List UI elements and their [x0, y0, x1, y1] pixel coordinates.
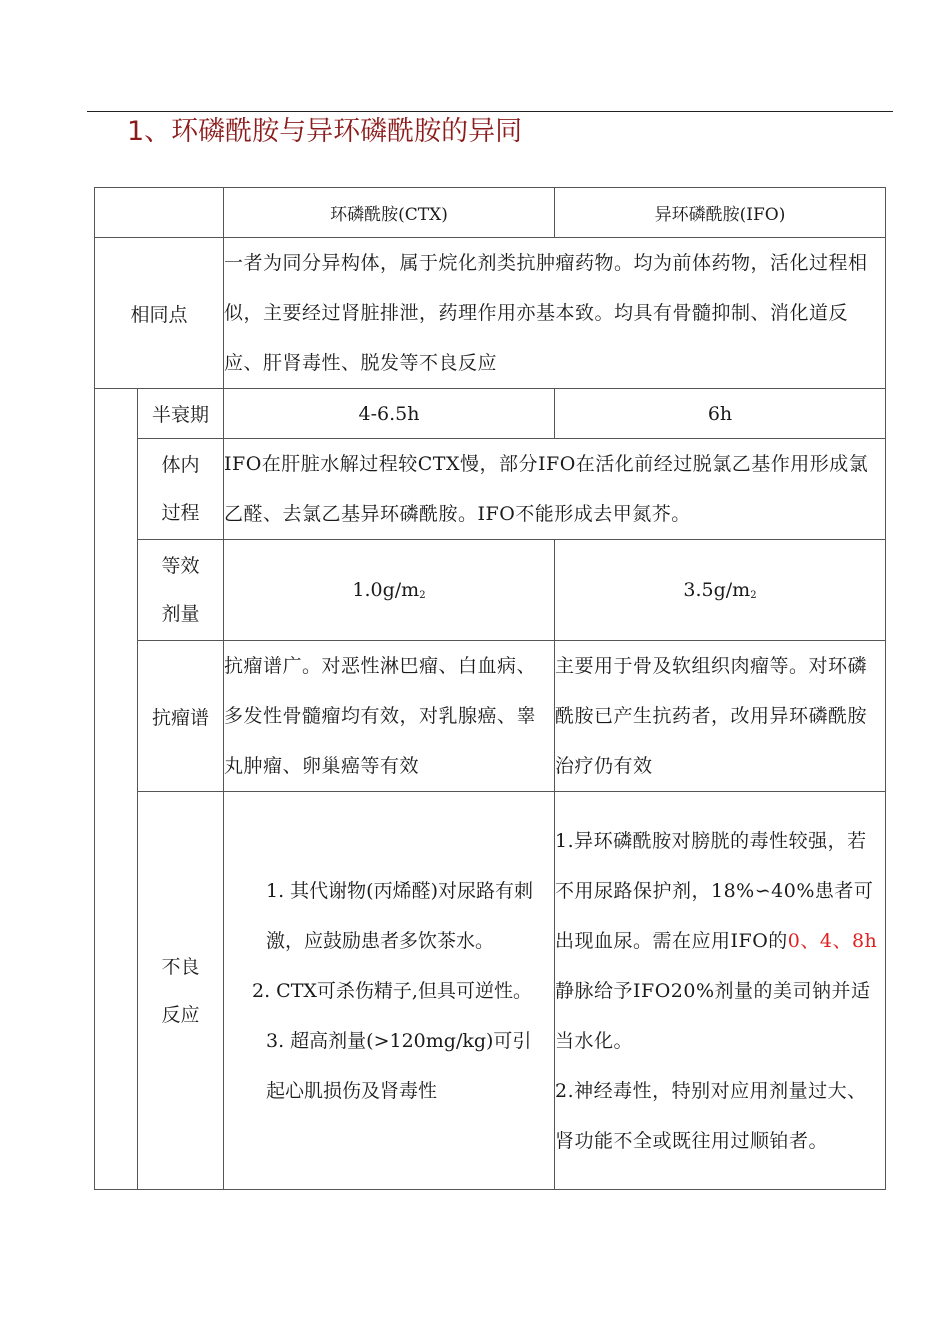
process-label-line1: 体内	[161, 454, 200, 476]
dose-ifo-sub: 2	[750, 590, 757, 601]
adverse-ifo-p1b: 静脉给予IFO20%剂量的美司钠并适当水化。	[555, 979, 871, 1052]
dose-label-line1: 等效	[161, 555, 200, 577]
dose-ifo	[555, 540, 886, 641]
adverse-ifo	[555, 792, 886, 1190]
row-same	[95, 238, 886, 389]
adverse-ifo-p1a: 1.异环磷酰胺对膀胱的毒性较强，若不用尿路保护剂，18%∽40%患者可出现血尿。需在应用IFO的	[555, 829, 874, 952]
page-title: 1、环磷酰胺与异环磷酰胺的异同	[127, 116, 523, 147]
row-label-process	[138, 439, 224, 540]
row-label-spectrum: 抗瘤谱	[138, 641, 224, 792]
adverse-ctx-item: 2. CTX可杀伤精子,但具可逆性。	[252, 979, 532, 1002]
dose-ctx-value: 1.0g/m	[352, 579, 420, 601]
process-label-line2: 过程	[161, 502, 200, 524]
adverse-label-line2: 反应	[161, 1003, 200, 1026]
row-adverse	[95, 792, 886, 1190]
half-life-ctx: 4-6.5h	[224, 389, 555, 439]
adverse-ctx	[224, 792, 555, 1190]
row-dose	[95, 540, 886, 641]
adverse-label-line1: 不良	[161, 955, 200, 978]
dose-label-line2: 剂量	[161, 603, 200, 625]
row-spectrum	[95, 641, 886, 792]
dose-ctx-sub: 2	[419, 590, 426, 601]
adverse-ctx-list	[224, 866, 554, 1116]
adverse-ctx-item: 3. 超高剂量(>120mg/kg)可引起心肌损伤及肾毒性	[266, 1029, 532, 1102]
dose-ctx	[224, 540, 555, 641]
header-blank-cell	[95, 188, 224, 238]
row-label-adverse	[138, 792, 224, 1190]
adverse-ifo-p2: 2.神经毒性，特别对应用剂量过大、肾功能不全或既往用过顺铂者。	[555, 1079, 867, 1152]
header-ctx: 环磷酰胺(CTX)	[224, 188, 555, 238]
adverse-ctx-item: 1. 其代谢物(丙烯醛)对尿路有刺激，应鼓励患者多饮茶水。	[266, 879, 533, 952]
row-label-same: 相同点	[95, 238, 224, 389]
process-text: IFO在肝脏水解过程较CTX慢，部分IFO在活化前经过脱氯乙基作用形成氯乙醛、去氯乙基异环磷酰胺。IFO不能形成去甲氮芥。	[224, 439, 886, 540]
table-header-row	[95, 188, 886, 238]
spectrum-ctx: 抗瘤谱广。对恶性淋巴瘤、白血病、多发性骨髓瘤均有效，对乳腺癌、睾丸肿瘤、卵巢癌等有效	[224, 641, 555, 792]
row-process	[95, 439, 886, 540]
dose-ifo-value: 3.5g/m	[683, 579, 751, 601]
differences-group-cell	[95, 389, 138, 1190]
row-label-dose	[138, 540, 224, 641]
spectrum-ifo: 主要用于骨及软组织肉瘤等。对环磷酰胺已产生抗药者，改用异环磷酰胺治疗仍有效	[555, 641, 886, 792]
comparison-table	[94, 187, 886, 1190]
row-label-half-life: 半衰期	[138, 389, 224, 439]
row-half-life	[95, 389, 886, 439]
same-text: 一者为同分异构体，属于烷化剂类抗肿瘤药物。均为前体药物，活化过程相似，主要经过肾脏排泄，药理作用亦基本致。均具有骨髓抑制、消化道反应、肝肾毒性、脱发等不良反应	[224, 238, 886, 389]
header-ifo: 异环磷酰胺(IFO)	[555, 188, 886, 238]
adverse-ifo-times-highlight: 0、4、8h	[787, 929, 878, 952]
half-life-ifo: 6h	[555, 389, 886, 439]
